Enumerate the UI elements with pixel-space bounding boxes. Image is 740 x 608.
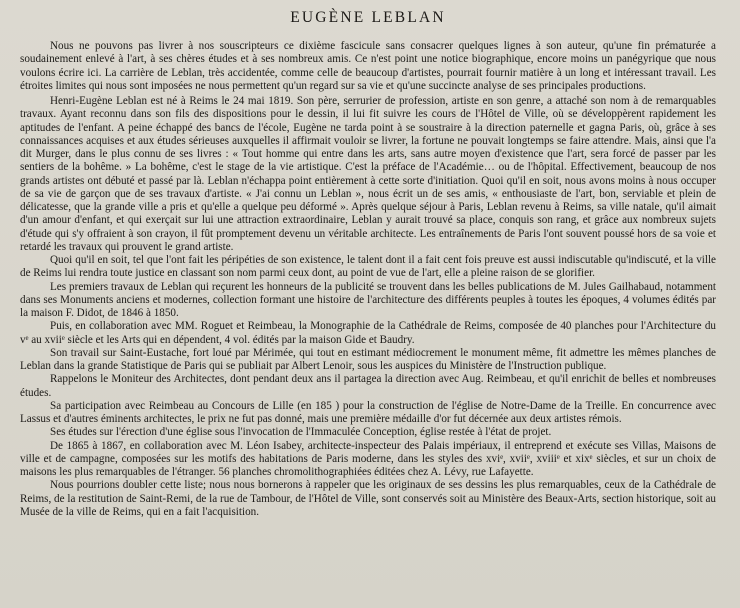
page-title: EUGÈNE LEBLAN <box>290 9 446 26</box>
paragraph-villas: De 1865 à 1867, en collaboration avec M. Léon Isabey, architecte-inspecteur des Palais impériaux, il entreprend et exécute ses Villas, Maisons de ville et de campagne, composées sur les motifs des habitations de Paris moderne, dans les styles des xviᵉ, xviiᵉ, xviiiᵉ et xixᵉ siècles, et sur un choix de maisons les plus remarquables de l'étranger. 56 planches chromolithographiées éditées chez A. Lévy, rue Lafayette. <box>20 439 716 478</box>
paragraph-intro: Nous ne pouvons pas livrer à nos souscripteurs ce dixième fascicule sans consacrer quelques lignes à son auteur, qu'une fin prématurée a soudainement enlevé à l'art, à ses chères études et à ses nombreux amis. Ce n'est point une notice biographique, encore moins un panégyrique que nous voulons écrire ici. La carrière de Leblan, très accidentée, comme celle de beaucoup d'artistes, pourrait fournir matière à un long et intéressant travail. Les étroites limites qui nous sont imposées ne nous permettent qu'un regard sur sa vie et qu'une succincte analyse de ses principales productions. <box>20 40 716 92</box>
paragraph-biography: Henri-Eugène Leblan est né à Reims le 24 mai 1819. Son père, serrurier de profession, artiste en son genre, a attaché son nom à de remarquables travaux. Ayant reconnu dans son fils des dispositions pour le dessin, il lui fit suivre les cours de l'Hôtel de Ville, où se développèrent rapidement les aptitudes de l'enfant. A peine échappé des bancs de l'école, Eugène ne tarda point à se soustraire à la direction paternelle et gagna Paris, où, grâce à ses connaissances acquises et aux études sérieuses auxquelles il affirmait vouloir se livrer, la fortune ne pouvait longtemps se faire attendre. Mais, ainsi que l'a dit Murger, dans le plus connu de ses livres : « Tout homme qui entre dans les arts, sans autre moyen d'existence que l'art, sera forcé de passer par les sentiers de la bohême. » La bohême, c'est le stage de la vie artistique. C'est la préface de l'Académie… ou de l'hôpital. Effectivement, beaucoup de nos grands artistes ont débuté et passé par là. Leblan n'échappa point entièrement à cette sorte d'initiation. Quoi qu'il en soit, nous avons moins à nous occuper de sa vie de garçon que de ses travaux d'artiste. « J'ai connu un Leblan », nous écrit un de ses amis, « enthousiaste de l'art, bon, serviable et plein de délicatesse, que la grande ville a pris et qu'elle a quelque peu déformé ». Après quelque séjour à Paris, Leblan revenu à Reims, sa ville natale, qu'il aimait d'un amour d'enfant, et qui exerçait sur lui une attraction extraordinaire, Leblan y aurait trouvé sa place, conquis son rang, et grâce aux nombreux sujets d'étude qui s'y offraient à son crayon, il fût promptement devenu un véritable architecte. Les entraînements de Paris l'ont souvent poussé hors de sa voie et retardé les travaux qui prouvent le grand artiste. <box>20 95 716 253</box>
paragraph-moniteur: Rappelons le Moniteur des Architectes, dont pendant deux ans il partagea la direction avec Aug. Reimbeau, et qu'il enrichit de belles et nombreuses études. <box>20 373 716 399</box>
paragraph-talent: Quoi qu'il en soit, tel que l'ont fait les péripéties de son existence, le talent dont il a fait cent fois preuve est aussi indiscutable qu'indiscuté, et la ville de Reims lui rendra toute justice en classant son nom parmi ceux dont, au point de vue de l'art, elle a pleine raison de se glorifier. <box>20 254 716 280</box>
paragraph-conclusion: Nous pourrions doubler cette liste; nous nous bornerons à rappeler que les originaux de ses dessins les plus remarquables, ceux de la Cathédrale de Reims, de la restitution de Saint-Remi, de la rue de Tambour, de l'Hôtel de Ville, sont conservés soit au Ministère des Beaux-Arts, section historique, soit au Musée de la ville de Reims, qui en a fait l'acquisition. <box>20 479 716 518</box>
paragraph-saint-eustache: Son travail sur Saint-Eustache, fort loué par Mérimée, qui tout en estimant médiocrement le monument même, fit admettre les mêmes planches de Leblan dans la grande Statistique de Paris qui se publiait par Albert Lenoir, sous les auspices du Ministère de l'Instruction publique. <box>20 346 716 372</box>
paragraph-first-works: Les premiers travaux de Leblan qui reçurent les honneurs de la publicité se trouvent dans les belles publications de M. Jules Gailhabaud, notamment dans ses Monuments anciens et modernes, collection formant une histoire de l'architecture des différents peuples à toutes les époques, 4 volumes édités par la maison F. Didot, de 1846 à 1850. <box>20 280 716 319</box>
paragraph-monographie: Puis, en collaboration avec MM. Roguet et Reimbeau, la Monographie de la Cathédrale de Reims, composée de 40 planches pour l'Architecture du vᵉ au xviiᵉ siècle et les Arts qui en dépendent, 4 vol. édités par la maison Gide et Baudry. <box>20 320 716 346</box>
paragraph-immaculee: Ses études sur l'érection d'une église sous l'invocation de l'Immaculée Conception, église restée à l'état de projet. <box>50 426 552 439</box>
paragraph-concours-lille: Sa participation avec Reimbeau au Concours de Lille (en 185 ) pour la construction de l'église de Notre-Dame de la Treille. En concurrence avec Lassus et d'autres éminents architectes, le prix ne fut pas donné, mais une première médaille d'or fut décernée aux deux artistes rémois. <box>20 399 716 425</box>
